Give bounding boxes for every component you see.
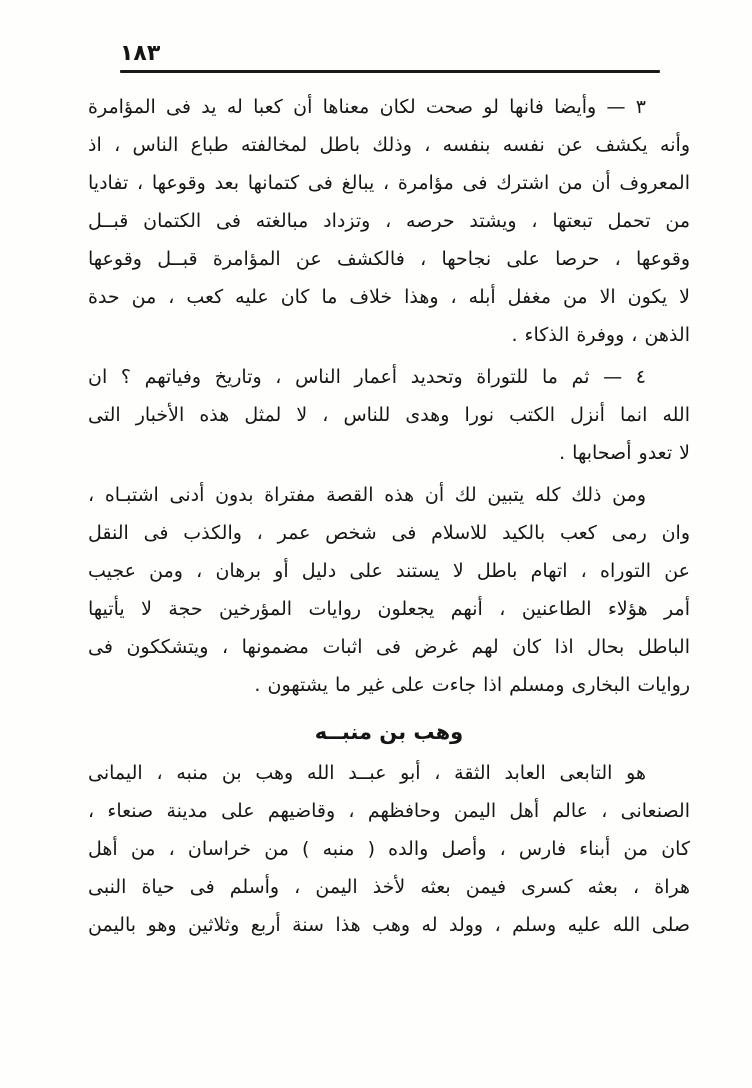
text-line: هو التابعى العابد الثقة ، أبو عبــد الله وهب بن منبه ، اليمانى bbox=[88, 762, 646, 784]
text-line: وأنه يكشف عن نفسه بنفسه ، وذلك باطل لمخالفته طباع الناس ، اذ bbox=[88, 134, 690, 156]
section-heading: وهب بن منبــه bbox=[314, 720, 464, 744]
text-line: أمر هؤلاء الطاعنين ، أنهم يجعلون روايات المؤرخين حجة لا يأتيها bbox=[88, 598, 690, 620]
text-line: ٤ — ثم ما للتوراة وتحديد أعمار الناس ، وتاريخ وفياتهم ؟ ان bbox=[88, 366, 646, 388]
text-line: لا يكون الا من مغفل أبله ، وهذا خلاف ما كان عليه كعب ، من حدة bbox=[88, 286, 690, 308]
text-line: لا تعدو أصحابها . bbox=[559, 442, 690, 464]
text-line: ومن ذلك كله يتبين لك أن هذه القصة مفتراة بدون أدنى اشتبـاه ، bbox=[88, 484, 646, 506]
text-line: صلى الله عليه وسلم ، وولد له وهب هذا سنة أربع وثلاثين وهو باليمن bbox=[88, 914, 690, 936]
paragraph-biography bbox=[88, 754, 690, 944]
page-number: ١٨٣ bbox=[120, 41, 161, 66]
header-rule bbox=[120, 70, 660, 73]
text-line: الصنعانى ، عالم أهل اليمن وحافظهم ، وقاضيهم على مدينة صنعاء ، bbox=[88, 800, 690, 822]
paragraph-conclusion bbox=[88, 476, 690, 704]
paragraph-4 bbox=[88, 358, 690, 472]
text-line: هراة ، بعثه كسرى فيمن بعثه لأخذ اليمن ، وأسلم فى حياة النبى bbox=[88, 876, 690, 898]
page-header bbox=[120, 42, 660, 73]
paragraph-3 bbox=[88, 88, 690, 354]
text-line: وقوعها ، حرصا على نجاحها ، فالكشف عن المؤامرة قبــل وقوعها bbox=[88, 248, 690, 270]
text-line: عن التوراه ، اتهام باطل لا يستند على دليل أو برهان ، ومن عجيب bbox=[88, 560, 690, 582]
text-line: من تحمل تبعتها ، ويشتد حرصه ، وتزداد مبالغته فى الكتمان قبــل bbox=[88, 210, 690, 232]
text-line: الباطل بحال اذا كان لهم غرض فى اثبات مضمونها ، ويتشككون فى bbox=[88, 636, 690, 658]
text-line: وان رمى كعب بالكيد للاسلام فى شخص عمر ، والكذب فى النقل bbox=[88, 522, 690, 544]
text-line: روايات البخارى ومسلم اذا جاءت على غير ما يشتهون . bbox=[254, 674, 690, 696]
text-line: كان من أبناء فارس ، وأصل والده ( منبه ) من خراسان ، من أهل bbox=[88, 838, 690, 860]
text-line: الله انما أنزل الكتب نورا وهدى للناس ، لا لمثل هذه الأخبار التى bbox=[88, 404, 690, 426]
text-block bbox=[88, 88, 690, 948]
text-line: المعروف أن من اشترك فى مؤامرة ، يبالغ فى كتمانها بعد وقوعها ، تفاديا bbox=[88, 172, 690, 194]
text-line: ٣ — وأيضا فانها لو صحت لكان معناها أن كعبا له يد فى المؤامرة bbox=[88, 96, 646, 118]
text-line: الذهن ، ووفرة الذكاء . bbox=[511, 324, 690, 346]
